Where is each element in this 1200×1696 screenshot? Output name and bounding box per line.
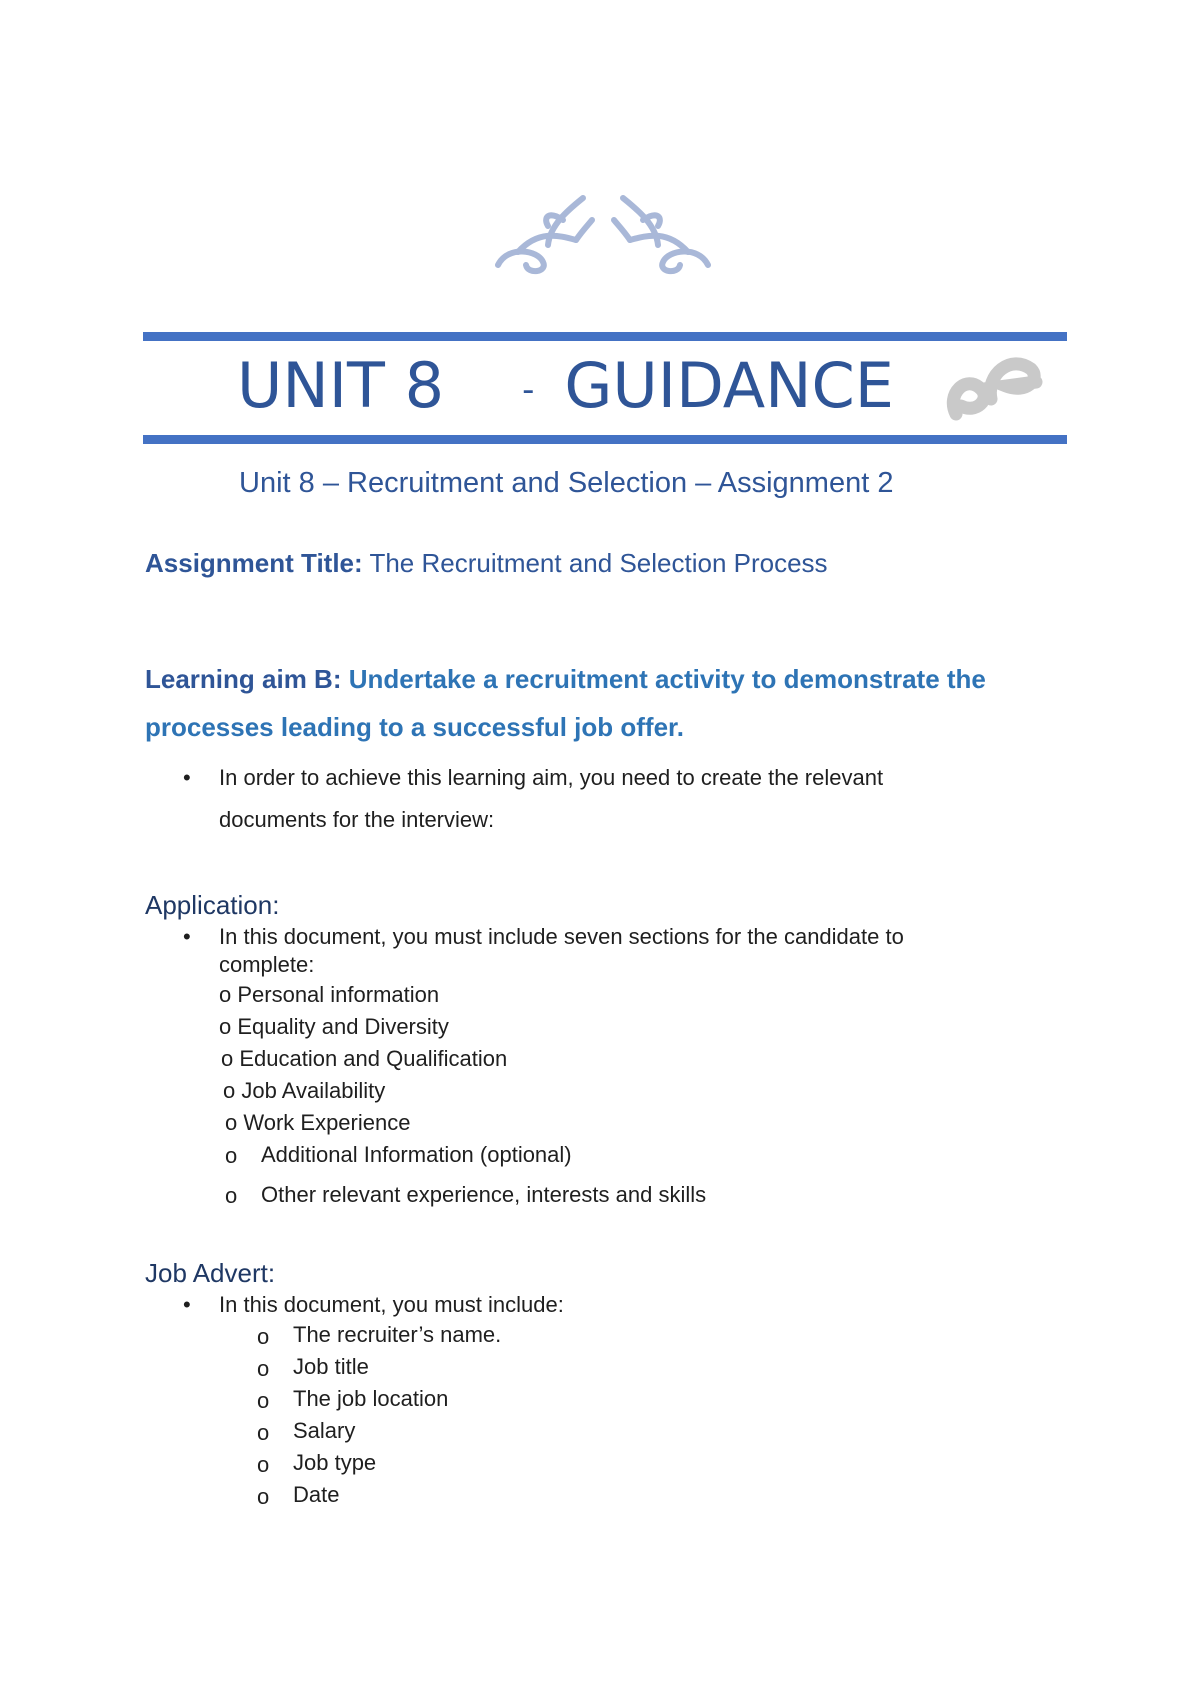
list-marker: o (257, 1356, 270, 1381)
list-item: o Equality and Diversity (219, 1014, 449, 1039)
title-bottom-rule (143, 435, 1067, 444)
title-dash: - (522, 369, 535, 410)
bullet-dot: • (183, 924, 191, 949)
list-item: Other relevant experience, interests and skills (261, 1182, 707, 1207)
list-item: Additional Information (optional) (261, 1142, 572, 1167)
list-marker: o (257, 1324, 270, 1349)
bullet-dot: • (183, 1292, 191, 1317)
learning-aim (145, 655, 1045, 751)
list-item: o Work Experience (225, 1110, 411, 1135)
list-marker: o (257, 1420, 270, 1445)
learning-aim-text: Undertake a recruitment activity to demonstrate the processes leading to a successful job offer. (145, 664, 986, 742)
document-subtitle: Unit 8 – Recruitment and Selection – Assignment 2 (239, 467, 894, 499)
learning-aim-bullet (183, 757, 983, 841)
list-marker: o (257, 1388, 270, 1413)
list-item: The job location (293, 1386, 449, 1411)
list-item: o Personal information (219, 982, 440, 1007)
title-top-rule (143, 332, 1067, 341)
list-marker: o (225, 1143, 238, 1168)
floral-scroll-ornament-icon (488, 190, 718, 280)
assignment-title (145, 548, 828, 579)
list-item: Salary (293, 1418, 356, 1443)
list-item: Date (293, 1482, 340, 1507)
assignment-title-value: The Recruitment and Selection Process (369, 548, 828, 578)
list-marker: o (225, 1183, 238, 1208)
learning-aim-bullet-text: In order to achieve this learning aim, you need to create the relevant documents for the interview: (219, 765, 884, 832)
list-item: The recruiter’s name. (293, 1322, 502, 1347)
learning-aim-label: Learning aim B: (145, 664, 342, 694)
application-heading: Application: (145, 890, 280, 920)
list-item: o Education and Qualification (221, 1046, 508, 1071)
bullet-dot: • (183, 765, 191, 790)
list-item: Job title (293, 1354, 369, 1379)
job-advert-heading: Job Advert: (145, 1258, 276, 1288)
job-advert-bullet (183, 1291, 1003, 1319)
title-guidance: GUIDANCE (564, 349, 894, 422)
list-marker: o (257, 1452, 270, 1477)
application-bullet-text: In this document, you must include seven sections for the candidate to complete: (219, 924, 904, 977)
list-marker: o (257, 1484, 270, 1509)
page-title (237, 349, 894, 422)
application-bullet (183, 923, 1003, 979)
assignment-title-label: Assignment Title: (145, 548, 363, 578)
list-item: o Job Availability (223, 1078, 386, 1103)
job-advert-bullet-text: In this document, you must include: (219, 1292, 564, 1317)
title-unit: UNIT 8 (237, 349, 445, 422)
watermark-fragment-icon (936, 344, 1046, 424)
list-item: Job type (293, 1450, 377, 1475)
